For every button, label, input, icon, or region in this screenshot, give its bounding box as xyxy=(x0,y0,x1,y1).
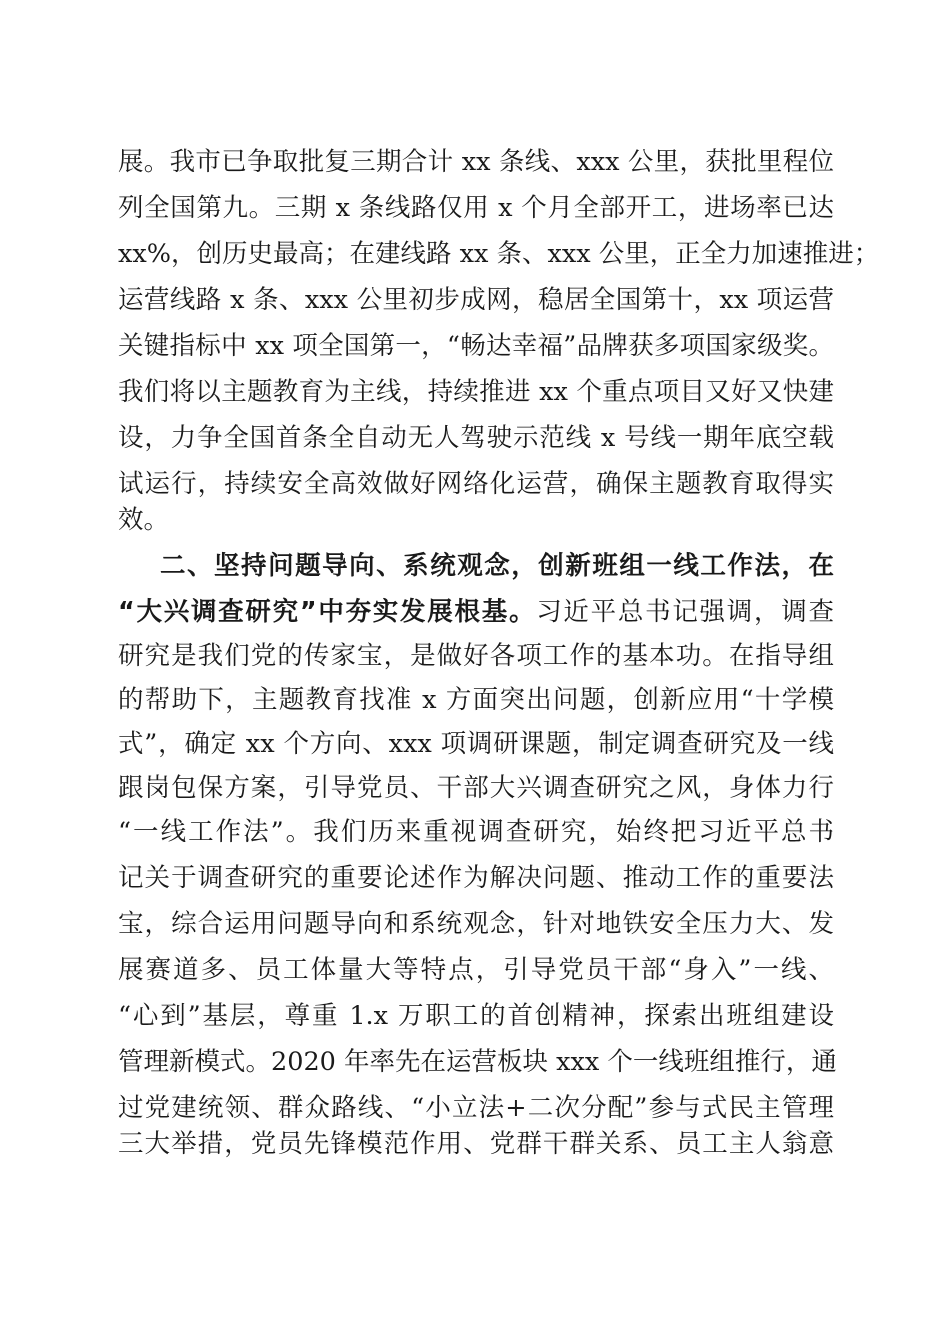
paragraph-1-line-3: xx%，创历史最高；在建线路 xx 条、xxx 公里，正全力加速推进； xyxy=(118,239,880,269)
paragraph-2-line-10: “心到”基层，尊重 1.x 万职工的首创精神，探索出班组建设 xyxy=(118,1001,834,1031)
paragraph-2-line-9: 展赛道多、员工体量大等特点，引导党员干部“身入”一线、 xyxy=(118,955,834,985)
paragraph-2-line-4: 式”，确定 xx 个方向、xxx 项调研课题，制定调查研究及一线 xyxy=(118,729,834,759)
paragraph-2-line-6: “一线工作法”。我们历来重视调查研究，始终把习近平总书 xyxy=(118,817,834,847)
paragraph-2-line-12: 过党建统领、群众路线、“小立法+二次分配”参与式民主管理 xyxy=(118,1093,834,1123)
paragraph-1-line-9: 效。 xyxy=(118,505,170,535)
paragraph-1-line-2: 列全国第九。三期 x 条线路仅用 x 个月全部开工，进场率已达 xyxy=(118,193,834,223)
paragraph-2-line-8: 宝，综合运用问题导向和系统观念，针对地铁安全压力大、发 xyxy=(118,909,834,939)
paragraph-2-line-2: 研究是我们党的传家宝，是做好各项工作的基本功。在指导组 xyxy=(118,641,834,671)
paragraph-1-line-8: 试运行，持续安全高效做好网络化运营，确保主题教育取得实 xyxy=(118,469,834,499)
paragraph-2-line-1-text: 习近平总书记强调，调查 xyxy=(536,597,834,627)
paragraph-2-line-13: 三大举措，党员先锋模范作用、党群干群关系、员工主人翁意 xyxy=(118,1129,834,1159)
paragraph-2-line-5: 跟岗包保方案，引导党员、干部大兴调查研究之风，身体力行 xyxy=(118,773,834,803)
paragraph-1-line-1: 展。我市已争取批复三期合计 xx 条线、xxx 公里，获批里程位 xyxy=(118,147,834,177)
paragraph-2-line-3: 的帮助下，主题教育找准 x 方面突出问题，创新应用“十学模 xyxy=(118,685,834,715)
paragraph-2-line-11: 管理新模式。2020 年率先在运营板块 xxx 个一线班组推行，通 xyxy=(118,1047,837,1077)
paragraph-2-line-7: 记关于调查研究的重要论述作为解决问题、推动工作的重要法 xyxy=(118,863,834,893)
section-heading-line-2: “大兴调查研究”中夯实发展根基。 xyxy=(118,597,537,627)
section-heading-line-1: 二、坚持问题导向、系统观念，创新班组一线工作法，在 xyxy=(160,551,834,581)
paragraph-1-line-5: 关键指标中 xx 项全国第一，“畅达幸福”品牌获多项国家级奖。 xyxy=(118,331,834,361)
paragraph-2-line-1 xyxy=(118,592,834,632)
paragraph-1-line-6: 我们将以主题教育为主线，持续推进 xx 个重点项目又好又快建 xyxy=(118,377,834,407)
paragraph-1-line-7: 设，力争全国首条全自动无人驾驶示范线 x 号线一期年底空载 xyxy=(118,423,834,453)
paragraph-1-line-4: 运营线路 x 条、xxx 公里初步成网，稳居全国第十，xx 项运营 xyxy=(118,285,834,315)
